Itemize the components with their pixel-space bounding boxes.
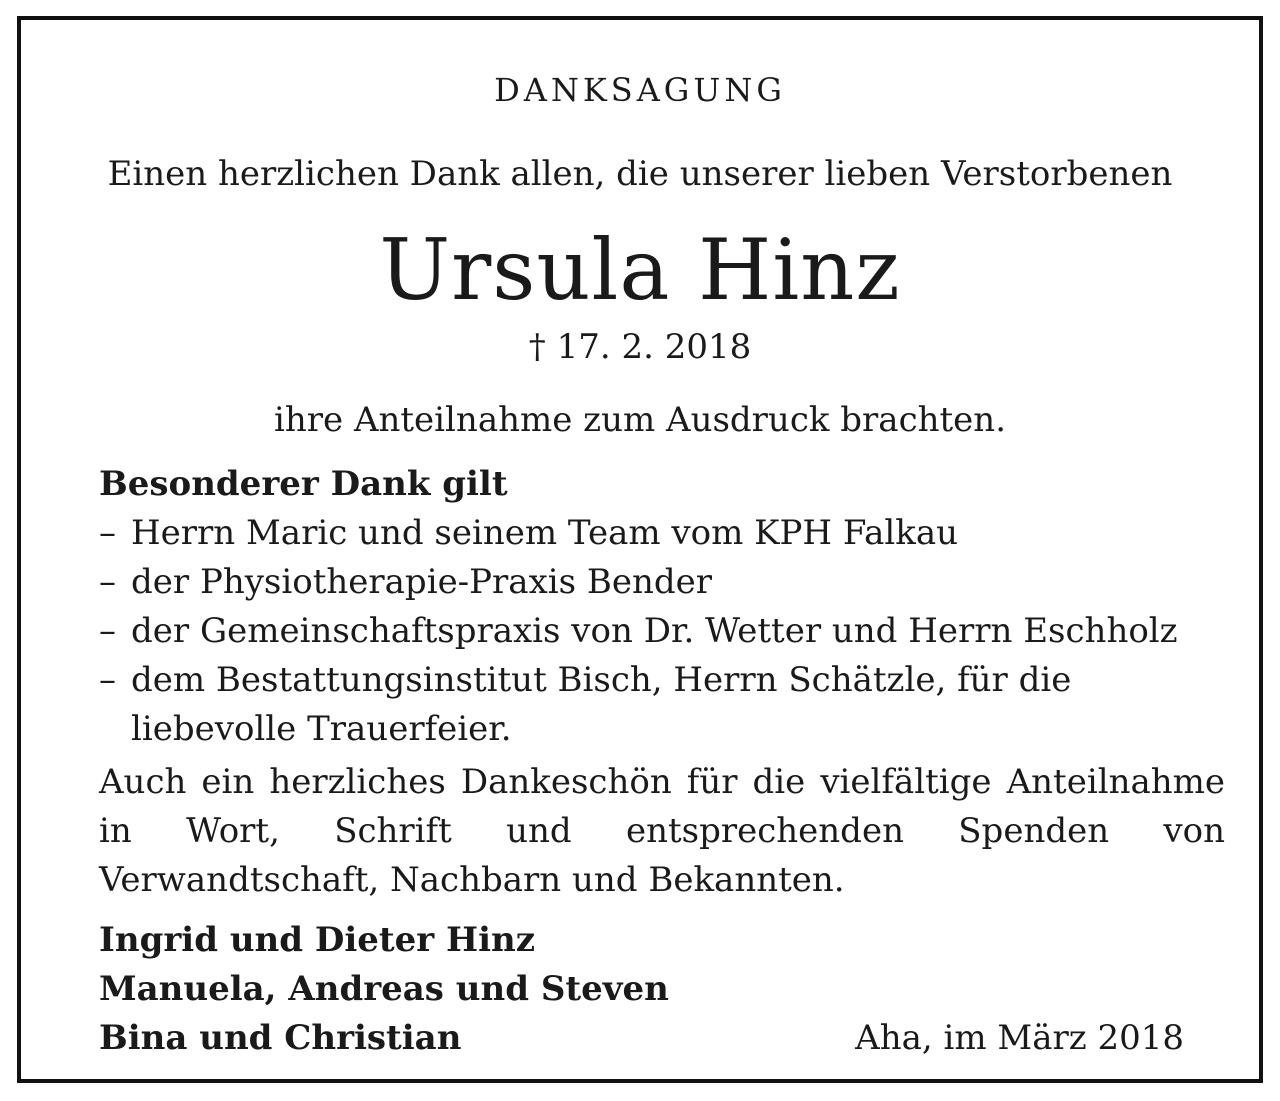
- signer-line: Manuela, Andreas und Steven: [99, 969, 669, 1009]
- list-item: [99, 607, 1225, 656]
- list-item: [99, 558, 1225, 607]
- list-dash: –: [99, 562, 116, 602]
- deceased-name: Ursula Hinz: [379, 221, 901, 319]
- signer-line: Ingrid und Dieter Hinz: [99, 920, 536, 960]
- list-item: [99, 656, 1225, 754]
- list-item-text: der Physiotherapie-Praxis Bender: [131, 562, 713, 602]
- list-dash: –: [99, 513, 116, 553]
- list-item-text: dem Bestattungsinstitut Bisch, Herrn Schätzle, für die liebevolle Trauerfeier.: [131, 660, 1072, 749]
- list-dash: –: [99, 660, 116, 700]
- list-item: [99, 509, 1225, 558]
- list-item-text: der Gemeinschaftspraxis von Dr. Wetter und Herrn Eschholz: [131, 611, 1178, 651]
- expression-text: ihre Anteilnahme zum Ausdruck brachten.: [273, 400, 1006, 440]
- death-date: † 17. 2. 2018: [528, 327, 752, 367]
- closing-text: Auch ein herzliches Dankeschön für die vielfältige Anteilnahme in Wort, Schrift und entsprechenden Spenden von Verwandtschaft, Nachbarn und Bekannten.: [99, 762, 1225, 900]
- intro-text: Einen herzlichen Dank allen, die unserer lieben Verstorbenen: [107, 154, 1173, 194]
- special-thanks-title: Besonderer Dank gilt: [99, 464, 508, 504]
- list-item-text: Herrn Maric und seinem Team vom KPH Falkau: [131, 513, 959, 553]
- signer-line: Bina und Christian: [99, 1018, 462, 1058]
- notice-heading: DANKSAGUNG: [494, 71, 786, 109]
- notice-frame: [17, 16, 1263, 1083]
- list-dash: –: [99, 611, 116, 651]
- place-date: Aha, im März 2018: [855, 1018, 1184, 1058]
- signers-block: [99, 916, 669, 1063]
- special-thanks-list: [99, 509, 1225, 754]
